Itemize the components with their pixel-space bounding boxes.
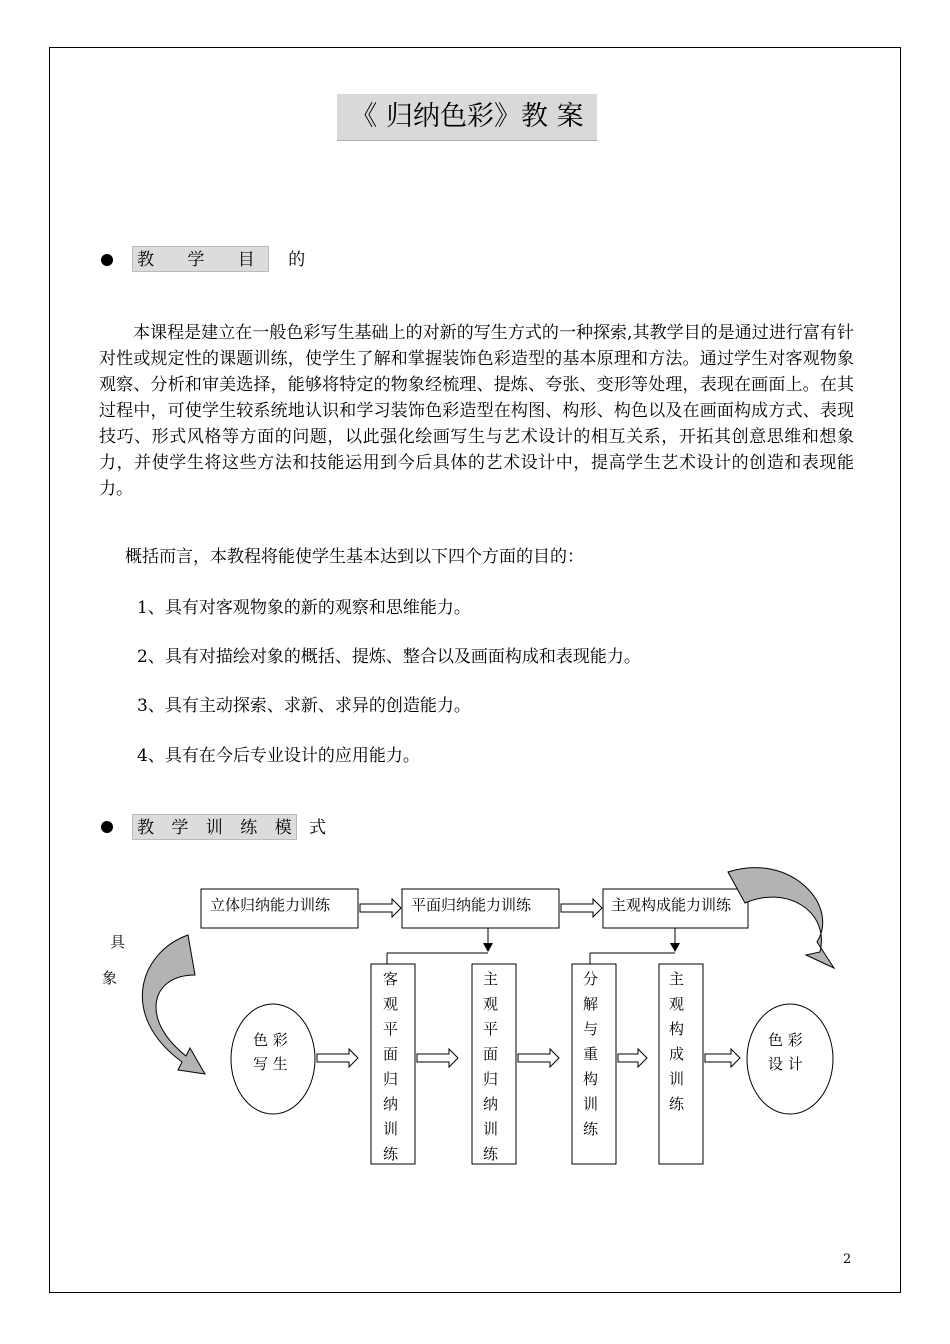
- vertical-box-char: 观: [669, 995, 685, 1013]
- side-label: 象: [102, 969, 118, 987]
- circle-label: 色 彩: [253, 1031, 288, 1049]
- vertical-box-char: 主: [669, 970, 685, 988]
- vertical-box-char: 构: [583, 1070, 599, 1088]
- branch-connector: [590, 928, 675, 964]
- vertical-box-char: 归: [383, 1070, 399, 1088]
- vertical-box-char: 训: [669, 1070, 685, 1088]
- section-heading-training-mode: 教 学 训 练 模 式: [132, 814, 297, 840]
- vertical-box-char: 训: [583, 1095, 599, 1113]
- page-number: 2: [843, 1252, 852, 1267]
- circle-label: 写 生: [253, 1055, 288, 1073]
- vertical-box-char: 构: [669, 1020, 685, 1038]
- page-title: 《 归纳色彩》教 案: [337, 94, 597, 141]
- vertical-box-char: 练: [669, 1095, 685, 1113]
- vertical-box-char: 重: [583, 1045, 599, 1063]
- vertical-box-char: 纳: [483, 1095, 499, 1113]
- vertical-box-char: 归: [483, 1070, 499, 1088]
- top-box-label: 平面归纳能力训练: [411, 896, 532, 914]
- top-box-label: 立体归纳能力训练: [210, 896, 331, 914]
- vertical-box-char: 平: [383, 1020, 399, 1038]
- summary-line: 概括而言，本教程将能使学生基本达到以下四个方面的目的：: [125, 547, 584, 567]
- vertical-box: [659, 964, 703, 1164]
- vertical-box-char: 训: [483, 1120, 499, 1138]
- goal-item: 1、具有对客观物象的新的观察和思维能力。: [137, 598, 471, 618]
- vertical-box-char: 纳: [383, 1095, 399, 1113]
- vertical-box-char: 面: [383, 1045, 399, 1063]
- double-arrow-icon: [618, 1049, 647, 1067]
- double-arrow-icon: [360, 899, 401, 917]
- vertical-box-char: 练: [583, 1120, 599, 1138]
- double-arrow-icon: [417, 1049, 458, 1067]
- goal-item: 2、具有对描绘对象的概括、提炼、整合以及画面构成和表现能力。: [137, 647, 641, 667]
- circle-label: 色 彩: [768, 1031, 803, 1049]
- vertical-box-char: 练: [483, 1145, 499, 1163]
- section-heading-teaching-goal: 教 学 目 的: [132, 246, 269, 272]
- intro-paragraph: 本课程是建立在一般色彩写生基础上的对新的写生方式的一种探索,其教学目的是通过进行富有针对性或规定性的课题训练，使学生了解和掌握装饰色彩造型的基本原理和方法。通过学生对客观物象观察、分析和审美选择，能够将特定的物象经梳理、提炼、夸张、变形等处理，表现在画面上。在其过程中，可使学生较系统地认识和学习装饰色彩造型在构图、构形、构色以及在画面构成方式、表现技巧、形式风格等方面的问题，以此强化绘画写生与艺术设计的相互关系，开拓其创意思维和想象力，并使学生将这些方法和技能运用到今后具体的艺术设计中，提高学生艺术设计的创造和表现能力。: [99, 323, 854, 499]
- double-arrow-icon: [705, 1049, 740, 1067]
- vertical-box-char: 主: [483, 970, 499, 988]
- curved-arrow-icon: [142, 935, 205, 1074]
- vertical-box-char: 面: [483, 1045, 499, 1063]
- branch-connector: [387, 928, 488, 964]
- vertical-box-char: 与: [583, 1020, 599, 1038]
- vertical-box-char: 客: [383, 970, 399, 988]
- vertical-box-text: [583, 970, 599, 1138]
- double-arrow-icon: [518, 1049, 559, 1067]
- vertical-box-char: 平: [483, 1020, 499, 1038]
- top-box-label: 主观构成能力训练: [611, 896, 732, 914]
- vertical-box-char: 观: [483, 995, 499, 1013]
- vertical-box-char: 练: [383, 1145, 399, 1163]
- vertical-box-char: 成: [669, 1045, 685, 1063]
- vertical-box-char: 分: [583, 970, 599, 988]
- arrowhead-icon: [670, 943, 680, 952]
- vertical-box-char: 训: [383, 1120, 399, 1138]
- arrowhead-icon: [483, 943, 493, 952]
- vertical-box-char: 解: [583, 995, 599, 1013]
- vertical-box-char: 观: [383, 995, 399, 1013]
- double-arrow-icon: [317, 1049, 358, 1067]
- circle-label: 设 计: [768, 1055, 803, 1073]
- side-label: 具: [110, 933, 126, 951]
- double-arrow-icon: [561, 899, 602, 917]
- goal-item: 4、具有在今后专业设计的应用能力。: [137, 746, 420, 766]
- goal-item: 3、具有主动探索、求新、求异的创造能力。: [137, 696, 471, 716]
